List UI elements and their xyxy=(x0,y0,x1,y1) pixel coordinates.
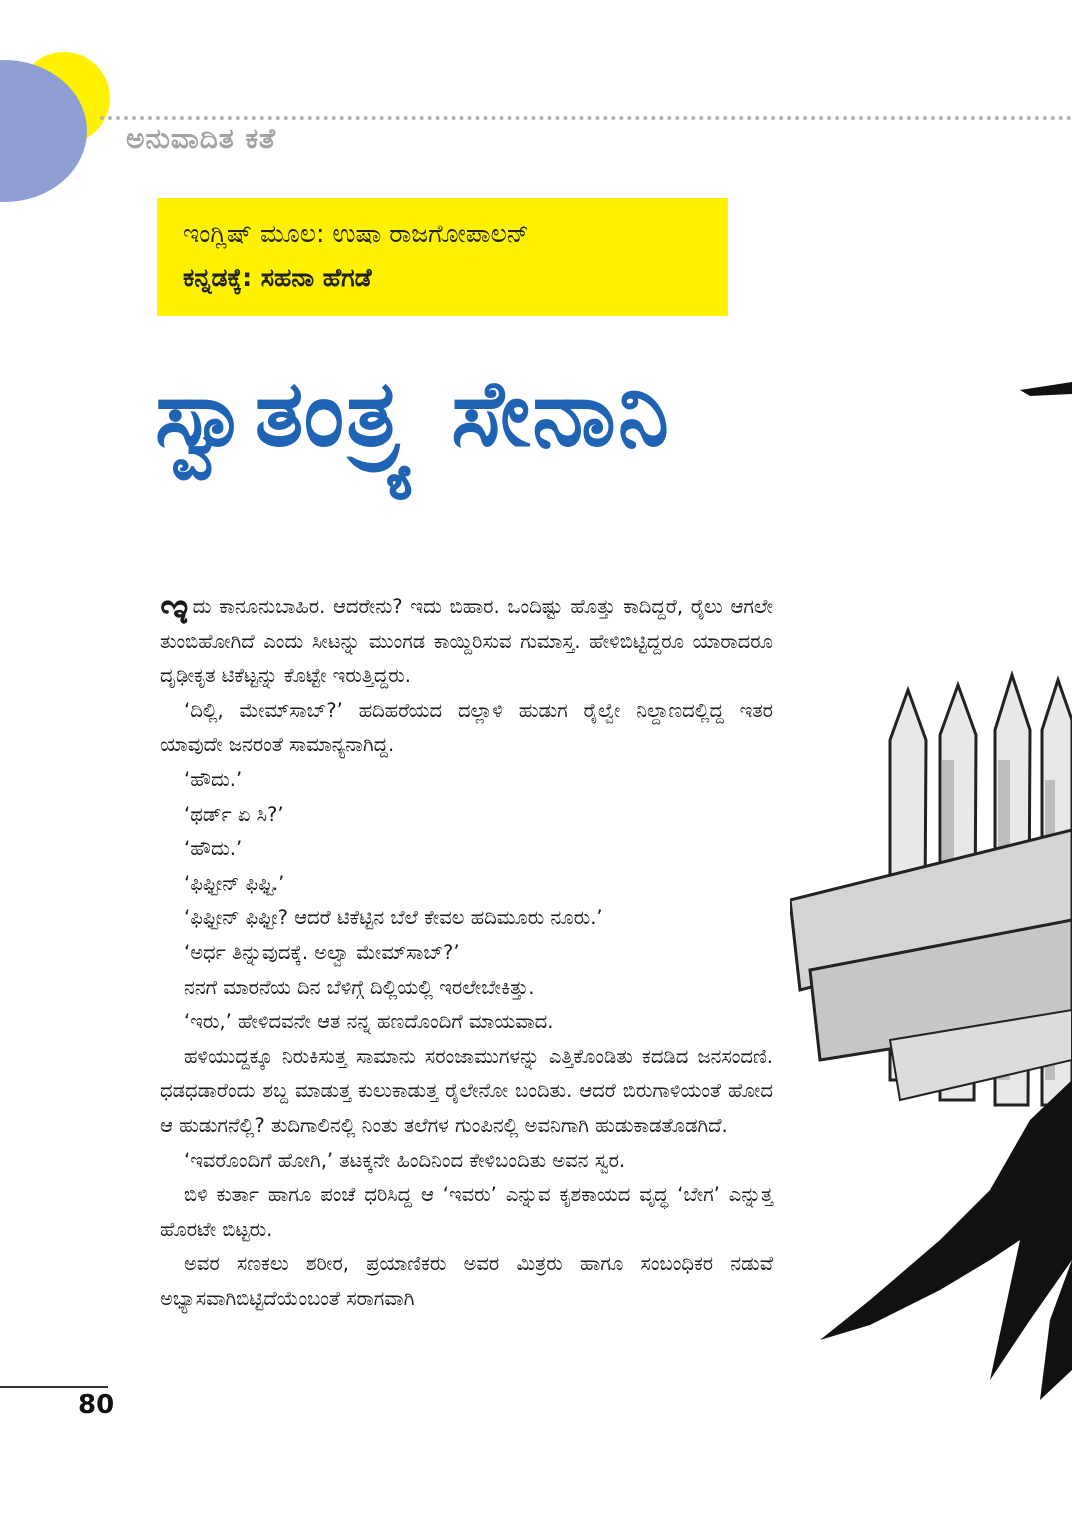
story-paragraph: ‘ಇರು,’ ಹೇಳಿದವನೇ ಆತ ನನ್ನ ಹಣದೊಂದಿಗೆ ಮಾಯವಾದ. xyxy=(184,1010,554,1034)
story-paragraph: ಹಳಿಯುದ್ದಕ್ಕೂ ನಿರುಕಿಸುತ್ತ ಸಾಮಾನು ಸರಂಜಾಮುಗಳನ್ನು ಎತ್ತಿಕೊಂಡಿತು ಕದಡಿದ ಜನಸಂದಣಿ. ಧಡಧಡಾರೆಂದು ಶಬ್ದ ಮಾಡುತ್ತ ಕುಲುಕಾಡುತ್ತ ರೈಲೇನೋ ಬಂದಿತು. ಆದರೆ ಬಿರುಗಾಳಿಯಂತೆ ಹೋದ ಆ ಹುಡುಗನೆಲ್ಲಿ? ತುದಿಗಾಲಿನಲ್ಲಿ ನಿಂತು ತಲೆಗಳ ಗುಂಪಿನಲ್ಲಿ ಅವನಿಗಾಗಿ ಹುಡುಕಾಡತೊಡಗಿದೆ. xyxy=(160,1044,773,1137)
translator-credit: ಕನ್ನಡಕ್ಕೆ: ಸಹನಾ ಹೆಗಡೆ xyxy=(183,263,372,292)
story-title: ಸ್ವಾತಂತ್ರ್ಯ ಸೇನಾನಿ xyxy=(155,360,672,467)
drop-cap: ಇ xyxy=(160,583,189,634)
story-paragraph: ಅವರ ಸಣಕಲು ಶರೀರ, ಪ್ರಯಾಣಿಕರು ಅವರ ಮಿತ್ರರು ಹಾಗೂ ಸಂಬಂಧಿಕರ ನಡುವೆ ಅಭ್ಯಾಸವಾಗಿಬಿಟ್ಟಿದೆಯೆಂಬಂತೆ ಸರಾಗವಾಗಿ xyxy=(160,1252,773,1310)
footer-rule xyxy=(0,1386,108,1388)
dialogue-line: ‘ಫಿಫ್ಟೀನ್ ಫಿಫ್ಟೀ? ಆದರೆ ಟಿಕೆಟ್ಟಿನ ಬೆಲೆ ಕೇವಲ ಹದಿಮೂರು ನೂರು.’ xyxy=(184,906,603,930)
story-paragraph: ಬಿಳಿ ಕುರ್ತಾ ಹಾಗೂ ಪಂಚೆ ಧರಿಸಿದ್ದ ಆ ‘ಇವರು’ ಎನ್ನುವ ಕೃಶಕಾಯದ ವೃದ್ಧ ‘ಬೇಗ’ ಎನ್ನುತ್ತ ಹೊರಟೇ ಬಿಟ್ಟರು. xyxy=(160,1183,773,1241)
story-paragraph: ‘ಇವರೊಂದಿಗೆ ಹೋಗಿ,’ ತಟಕ್ಕನೇ ಹಿಂದಿನಿಂದ ಕೇಳಿಬಂದಿತು ಅವನ ಸ್ವರ. xyxy=(184,1148,626,1172)
section-label: ಅನುವಾದಿತ ಕತೆ xyxy=(126,122,277,155)
dotted-rule xyxy=(100,116,1072,120)
dialogue-line: ‘ಫಿಫ್ಟೀನ್ ಫಿಫ್ಟಿ.’ xyxy=(184,871,285,895)
story-paragraph: ನನಗೆ ಮಾರನೆಯ ದಿನ ಬೆಳಿಗ್ಗೆ ದಿಲ್ಲಿಯಲ್ಲಿ ಇರಲೇಬೇಕಿತ್ತು. xyxy=(184,975,535,999)
story-paragraph: ‘ದಿಲ್ಲಿ, ಮೇಮ್‌ಸಾಬ್?’ ಹದಿಹರೆಯದ ದಲ್ಲಾಳಿ ಹುಡುಗ ರೈಲ್ವೇ ನಿಲ್ದಾಣದಲ್ಲಿದ್ದ ಇತರ ಯಾವುದೇ ಜನರಂತೆ ಸಾಮಾನ್ಯನಾಗಿದ್ದ. xyxy=(160,698,773,757)
story-paragraph-text: ದು ಕಾನೂನುಬಾಹಿರ. ಆದರೇನು? ಇದು ಬಿಹಾರ. ಒಂದಿಷ್ಟು ಹೊತ್ತು ಕಾದಿದ್ದರೆ, ರೈಲು ಆಗಲೇ ತುಂಬಿಹೋಗಿದೆ ಎಂದು ಸೀಟನ್ನು ಮುಂಗಡ ಕಾಯ್ದಿರಿಸುವ ಗುಮಾಸ್ತ. ಹೇಳಿಬಿಟ್ಟಿದ್ದರೂ ಯಾರಾದರೂ ದೃಢೀಕೃತ ಟಿಕೆಟ್ಟನ್ನು ಕೊಟ್ಟೇ ಇರುತ್ತಿದ್ದರು. xyxy=(160,595,773,688)
credits-box xyxy=(157,198,728,316)
dialogue-line: ‘ಥರ್ಡ್ ಏ ಸಿ?’ xyxy=(184,802,284,826)
dialogue-line: ‘ಹೌದು.’ xyxy=(184,767,243,791)
original-author-credit: ಇಂಗ್ಲಿಷ್ ಮೂಲ: ಉಷಾ ರಾಜಗೋಪಾಲನ್ xyxy=(183,219,529,248)
page-number: 80 xyxy=(78,1390,115,1420)
illustration-fence-and-shadow xyxy=(790,360,1072,1420)
dialogue-line: ‘ಹೌದು.’ xyxy=(184,837,243,861)
dialogue-line: ‘ಅರ್ಧ ತಿನ್ನುವುದಕ್ಕೆ. ಅಲ್ವಾ ಮೇಮ್‌ಸಾಬ್?’ xyxy=(184,940,460,964)
story-paragraph xyxy=(160,583,773,694)
story-body xyxy=(160,583,773,1316)
